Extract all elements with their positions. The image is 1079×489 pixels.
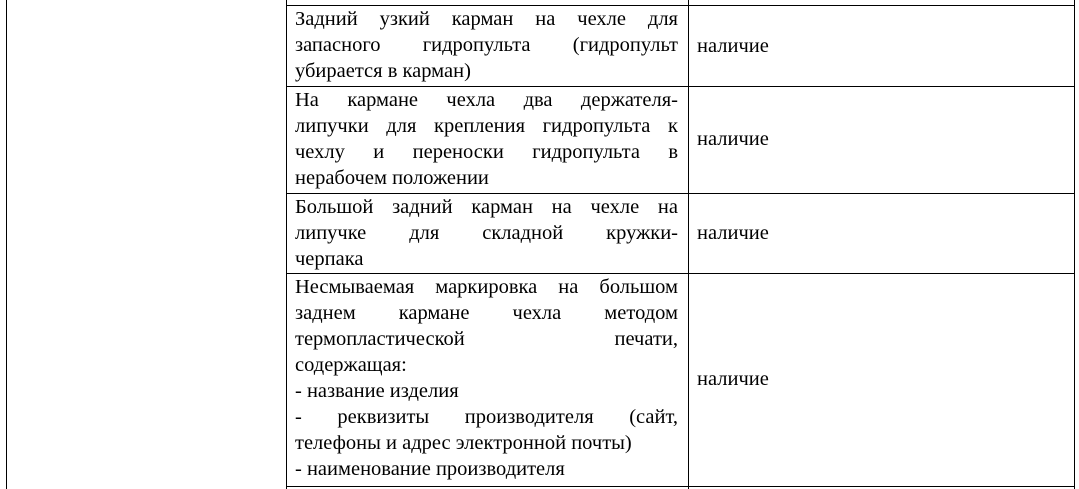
table-row-value: наличие [697,35,769,57]
description-line: термопластической печати, [295,328,678,350]
description-line: - название изделия [295,380,459,402]
description-line: запасного гидропульта (гидропульт [295,34,678,56]
description-line: - реквизиты производителя (сайт, [295,406,678,428]
description-line: содержащая: [295,354,407,376]
description-line: убирается в карман) [295,60,471,82]
description-line: нерабочем положении [295,167,489,189]
table-border-left [6,0,7,489]
description-line: - наименование производителя [295,458,565,480]
description-line: чехлу и переноски гидропульта в [295,141,678,163]
table-border-right [1074,0,1075,489]
description-line: Несмываемая маркировка на большом [295,276,678,298]
description-line: липучке для складной кружки- [295,222,678,244]
description-line: черпака [295,248,364,270]
table-row-value: наличие [697,128,769,150]
description-line: телефоны и адрес электронной почты) [295,432,632,454]
table-row-description [295,274,678,482]
description-line: Задний узкий карман на чехле для [295,8,678,30]
table-row-value: наличие [697,368,769,390]
table-border-col1 [286,0,287,489]
table-row-description [295,194,678,272]
table-row-description [295,6,678,84]
table-row-value: наличие [697,222,769,244]
description-line: На кармане чехла два держателя- [295,89,678,111]
table-row-description [295,87,678,191]
description-line: липучки для крепления гидропульта к [295,115,678,137]
description-line: заднем кармане чехла методом [295,302,678,324]
table-border-col2 [688,0,689,489]
description-line: Большой задний карман на чехле на [295,196,678,218]
row-divider [286,486,1075,487]
